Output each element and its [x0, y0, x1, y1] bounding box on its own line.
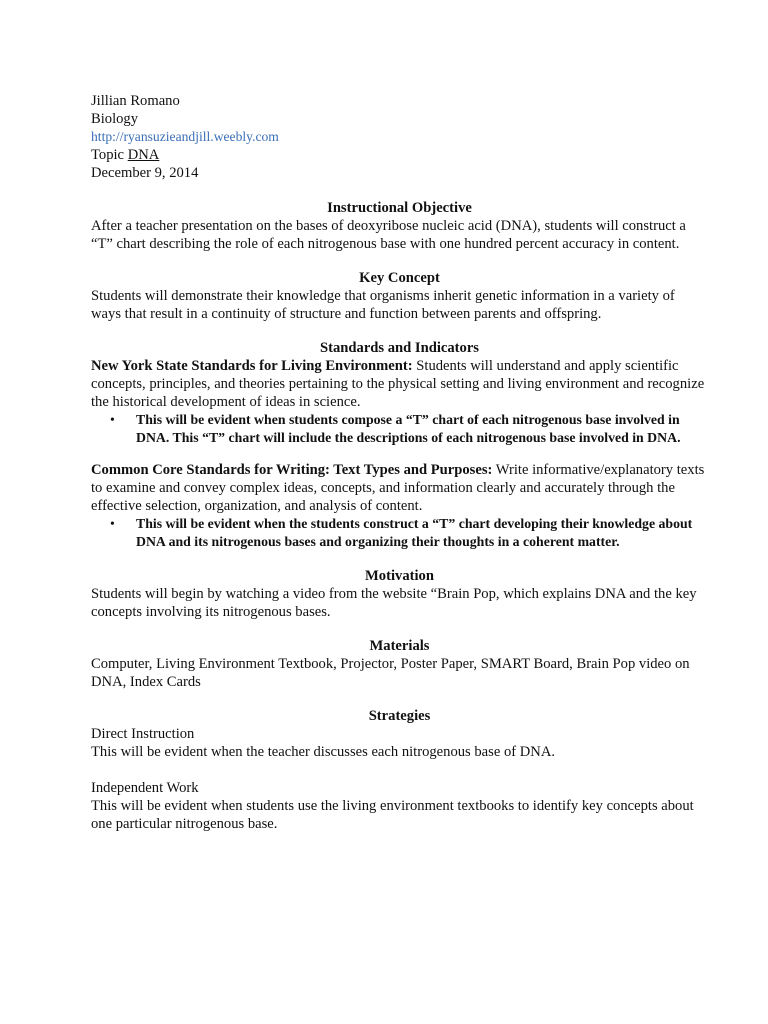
website-link[interactable]: http://ryansuzieandjill.weebly.com: [91, 129, 279, 144]
cc-standard-paragraph: [91, 461, 708, 515]
topic-label: Topic: [91, 147, 125, 163]
key-concept-text: Students will demonstrate their knowledge that organisms inherit genetic information in a variety of ways that result in a continuity of structure and function between parents and offspring.: [91, 288, 675, 322]
author-name: Jillian Romano: [91, 93, 180, 109]
cc-standard-text: Write informative/explanatory texts to examine and convey complex ideas, concepts, and information clearly and accurately through the effective selection, organization, and analysis of content.: [91, 462, 705, 514]
nys-standard-paragraph: [91, 357, 708, 411]
strategy-text: This will be evident when students use the living environment textbooks to identify key concepts about one particular nitrogenous base.: [91, 798, 694, 832]
motivation-heading: Motivation: [365, 568, 434, 584]
topic-line: [91, 146, 708, 164]
materials-heading: Materials: [369, 638, 430, 654]
strategies-heading: Strategies: [368, 708, 431, 724]
standards-heading: Standards and Indicators: [320, 340, 479, 356]
instructional-objective-text: After a teacher presentation on the bases of deoxyribose nucleic acid (DNA), students will construct a “T” chart describing the role of each nitrogenous base with one hundred percent accuracy in content.: [91, 218, 686, 252]
strategy-text: This will be evident when the teacher discusses each nitrogenous base of DNA.: [91, 744, 556, 760]
strategy-name: Direct Instruction: [91, 726, 195, 742]
paragraph-gap: [91, 761, 708, 779]
nys-bullet-list: [91, 411, 708, 447]
nys-bullet-item: • This will be evident when students compose a “T” chart of each nitrogenous base involved in DNA. This “T” chart will include the descriptions of each nitrogenous base involved in DNA.: [136, 411, 708, 447]
instructional-objective-heading: Instructional Objective: [327, 200, 472, 216]
nys-standard-text: Students will understand and apply scientific concepts, principles, and theories pertaining to the physical setting and living environment and recognize the historical development of ideas in science.: [91, 358, 705, 410]
subject: Biology: [91, 111, 139, 127]
strategy-name: Independent Work: [91, 780, 199, 796]
topic-value: DNA: [127, 147, 160, 163]
document-date: December 9, 2014: [91, 165, 199, 181]
motivation-text: Students will begin by watching a video from the website “Brain Pop, which explains DNA and the key concepts involving its nitrogenous bases.: [91, 586, 697, 620]
document-header: [91, 92, 708, 182]
nys-standard-label: New York State Standards for Living Environment:: [91, 358, 413, 374]
cc-bullet-list: [91, 515, 708, 551]
cc-standard-label: Common Core Standards for Writing: Text Types and Purposes:: [91, 462, 493, 478]
materials-text: Computer, Living Environment Textbook, Projector, Poster Paper, SMART Board, Brain Pop video on DNA, Index Cards: [91, 656, 690, 690]
cc-bullet-item: • This will be evident when the students construct a “T” chart developing their knowledge about DNA and its nitrogenous bases and organizing their thoughts in a coherent matter.: [136, 515, 708, 551]
key-concept-heading: Key Concept: [359, 270, 440, 286]
